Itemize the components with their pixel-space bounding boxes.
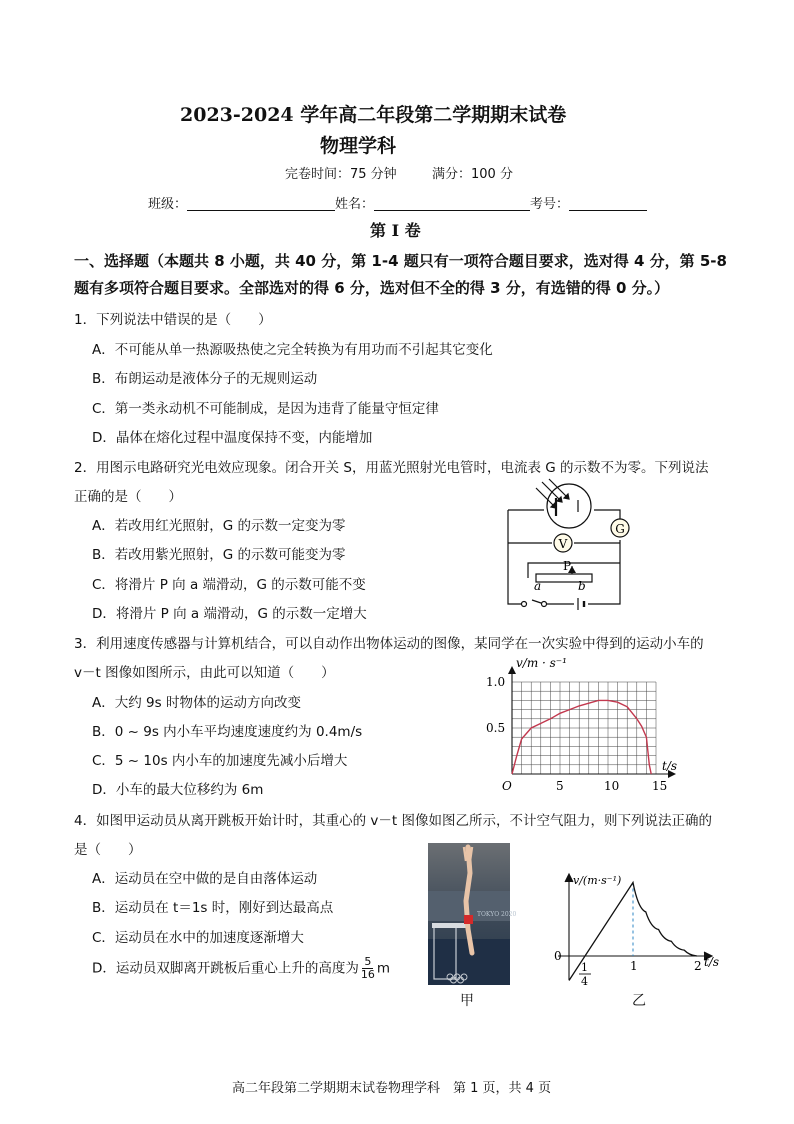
- fraction-numerator: 5: [364, 955, 372, 968]
- q3-option-b: B．0 ~ 9s 内小车平均速度速度约为 0.4m/s: [92, 724, 363, 740]
- circuit-wire: [508, 510, 522, 604]
- caption-yi: 乙: [632, 993, 646, 1009]
- q2-option-b: B．若改用紫光照射，G 的示数可能变为零: [92, 547, 346, 563]
- q4-stem-line-2: 是（ ）: [74, 842, 142, 858]
- q1-stem: 1．下列说法中错误的是（ ）: [74, 312, 272, 328]
- photo-watermark: TOKYO 2020: [477, 911, 517, 918]
- q4-x-tick-quarter: [579, 961, 591, 988]
- photoelectric-circuit-diagram: [500, 478, 640, 616]
- ammeter-label: G: [615, 522, 625, 536]
- q2-stem-line-2: 正确的是（ ）: [74, 489, 182, 505]
- q3-stem-line-2: v－t 图像如图所示，由此可以知道（ ）: [74, 665, 335, 681]
- volume-heading: 第 I 卷: [370, 221, 421, 240]
- q4-option-d: [92, 956, 390, 981]
- number-label: 考号：: [530, 197, 570, 212]
- circuit-wire: [532, 600, 574, 604]
- q4-tick-denominator: 4: [581, 975, 588, 988]
- q3-option-c: C．5 ~ 10s 内小车的加速度先减小后增大: [92, 753, 348, 769]
- q2-stem-line-1: 2．用图示电路研究光电效应现象。闭合开关 S，用蓝光照射光电管时，电流表 G 的示数不为零。下列说法: [74, 460, 709, 476]
- q2-option-a: A．若改用红光照射，G 的示数一定变为零: [92, 518, 346, 534]
- q1-option-c: C．第一类永动机不可能制成，是因为违背了能量守恒定律: [92, 401, 439, 417]
- q1-option-b: B．布朗运动是液体分子的无规则运动: [92, 371, 318, 387]
- q4-option-d-fraction: [361, 956, 375, 981]
- q2-option-d: D．将滑片 P 向 a 端滑动，G 的示数一定增大: [92, 606, 367, 622]
- q3-x-tick-label: O: [502, 779, 512, 793]
- q3-y-tick-label: 1.0: [486, 675, 506, 689]
- section-line-1: 一、选择题（本题共 8 小题，共 40 分，第 1-4 题只有一项符合题目要求，选对得 4 分，第 5-8: [74, 252, 727, 270]
- arrowheads: [551, 494, 569, 508]
- q3-grid: [512, 682, 656, 774]
- class-field[interactable]: [187, 196, 335, 211]
- q3-axes: [508, 666, 676, 778]
- q4-x-tick-label: 1: [630, 959, 638, 973]
- caption-jia: 甲: [460, 993, 474, 1009]
- q4-origin-label: 0: [554, 949, 562, 963]
- q4-stem-line-1: 4．如图甲运动员从离开跳板开始计时，其重心的 v－t 图像如图乙所示，不计空气阻力，则下列说法正确的: [74, 813, 712, 829]
- section-instructions: [74, 248, 734, 302]
- q1-option-d: D．晶体在熔化过程中温度保持不变，内能增加: [92, 430, 373, 446]
- terminal-label-a: a: [534, 579, 542, 593]
- q4-y-axis-label: v/(m·s⁻¹): [573, 874, 622, 887]
- light-rays: [536, 479, 569, 508]
- name-field[interactable]: [374, 196, 530, 211]
- q3-y-tick-label: 0.5: [486, 721, 506, 735]
- voltmeter-label: V: [558, 537, 568, 551]
- q4-option-d-text: D．运动员双脚离开跳板后重心上升的高度为: [92, 960, 359, 977]
- name-label: 姓名：: [335, 197, 375, 212]
- class-label: 班级：: [148, 197, 188, 212]
- q4-x-axis-label: t/s: [704, 955, 720, 969]
- score-label: 满分：100 分: [432, 167, 513, 182]
- section-line-2: 题有多项符合题目要求。全部选对的得 6 分，选对但不全的得 3 分，有选错的得 0 分。）: [74, 279, 670, 297]
- q1-option-a: A．不可能从单一热源吸热使之完全转换为有用功而不引起其它变化: [92, 342, 493, 358]
- vt-graph-q4: [548, 868, 728, 986]
- q3-x-tick-label: 15: [652, 779, 668, 793]
- q3-y-arrow: [508, 666, 516, 674]
- q3-x-tick-label: 5: [556, 779, 564, 793]
- subject-title: 物理学科: [320, 135, 397, 157]
- q4-option-b: B．运动员在 t＝1s 时，刚好到达最高点: [92, 900, 334, 916]
- number-field[interactable]: [569, 196, 647, 211]
- exam-title: 2023-2024 学年高二年段第二学期期末试卷: [180, 104, 567, 126]
- q3-option-a: A．大约 9s 时物体的运动方向改变: [92, 695, 301, 711]
- vt-graph-q3: [484, 652, 684, 794]
- q4-option-a: A．运动员在空中做的是自由落体运动: [92, 871, 318, 887]
- slider-label-p: P: [563, 559, 572, 573]
- q3-option-d: D．小车的最大位移约为 6m: [92, 782, 264, 798]
- q4-option-d-unit: m: [376, 960, 391, 977]
- circuit-wire: [588, 540, 620, 604]
- q4-tick-numerator: 1: [581, 961, 588, 974]
- page-footer: 高二年段第二学期期末试卷物理学科 第 1 页，共 4 页: [232, 1081, 552, 1096]
- q3-x-tick-label: 10: [604, 779, 620, 793]
- diver-photo: [428, 843, 517, 985]
- q3-x-axis-label: t/s: [662, 759, 678, 773]
- q4-option-c: C．运动员在水中的加速度逐渐增大: [92, 930, 304, 946]
- switch-contact: [522, 602, 527, 607]
- fraction-denominator: 16: [360, 968, 375, 981]
- q2-option-c: C．将滑片 P 向 a 端滑动，G 的示数可能不变: [92, 577, 366, 593]
- terminal-label-b: b: [578, 579, 586, 593]
- time-label: 完卷时间：75 分钟: [285, 167, 397, 182]
- q3-y-axis-label: v/m · s⁻¹: [516, 656, 567, 670]
- switch-contact: [542, 602, 547, 607]
- q3-stem-line-1: 3．利用速度传感器与计算机结合，可以自动作出物体运动的图像，某同学在一次实验中得到的运动小车的: [74, 636, 704, 652]
- student-info-row: [148, 193, 647, 212]
- q4-x-tick-label: 2: [694, 959, 702, 973]
